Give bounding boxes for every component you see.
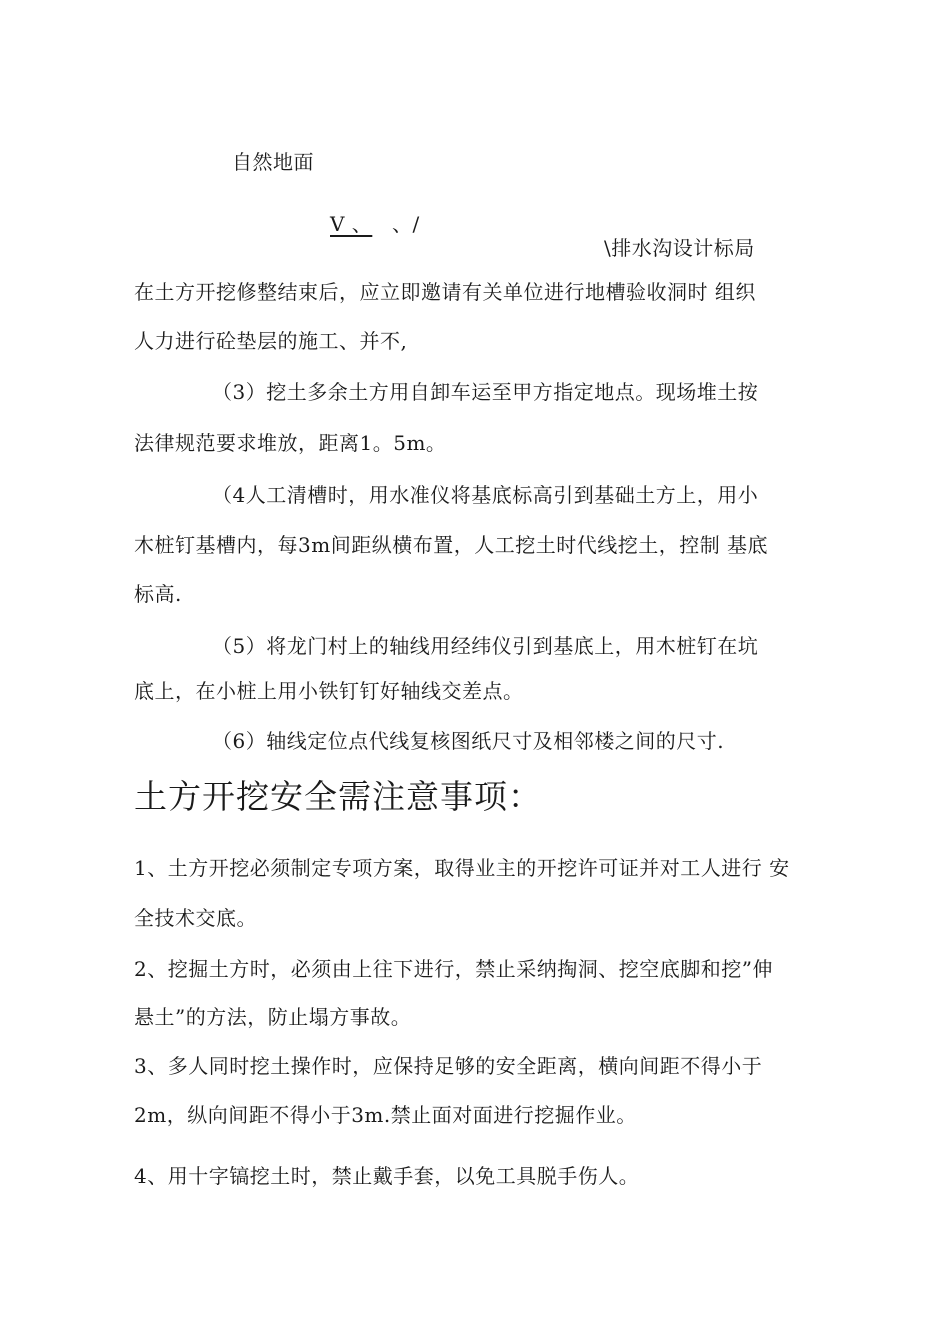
safety-line: 2m，纵向间距不得小于3m.禁止面对面进行挖掘作业。 <box>134 1103 637 1127</box>
body-line: （6）轴线定位点代线复核图纸尺寸及相邻楼之间的尺寸. <box>212 729 725 753</box>
body-line: 在土方开挖修整结束后，应立即邀请有关单位进行地槽验收洞时 组织 <box>134 280 756 304</box>
body-line: 木桩钉基槽内，每3m间距纵横布置，人工挖土时代线挖土，控制 基底 <box>134 533 769 557</box>
slope-mark-a: V 、 <box>330 212 373 236</box>
body-line: 底上，在小桩上用小铁钉钉好轴线交差点。 <box>134 679 524 703</box>
safety-line: 2、挖掘土方时，必须由上往下进行，禁止采纳掏洞、挖空底脚和挖”伸 <box>134 957 773 981</box>
body-line: 法律规范要求堆放，距离1。5m。 <box>134 431 447 455</box>
body-line: 标高. <box>134 582 182 606</box>
body-line: （4人工清槽时，用水准仪将基底标高引到基础土方上，用小 <box>212 483 759 507</box>
safety-heading: 土方开挖安全需注意事项： <box>134 777 542 816</box>
body-line: 人力进行砼垫层的施工、并不, <box>134 329 408 353</box>
safety-line: 1、土方开挖必须制定专项方案，取得业主的开挖许可证并对工人进行 安 <box>134 856 790 880</box>
drainage-ditch-label: \排水沟设计标局 <box>604 236 755 260</box>
safety-line: 悬土”的方法，防止塌方事故。 <box>134 1005 412 1029</box>
ground-label: 自然地面 <box>232 150 314 174</box>
body-line: （3）挖土多余土方用自卸车运至甲方指定地点。现场堆土按 <box>212 380 759 404</box>
safety-line: 全技术交底。 <box>134 906 257 930</box>
slope-mark-b: 、/ <box>392 212 420 236</box>
body-line: （5）将龙门村上的轴线用经纬仪引到基底上，用木桩钉在坑 <box>212 634 759 658</box>
safety-line: 3、多人同时挖土操作时，应保持足够的安全距离，横向间距不得小于 <box>134 1054 763 1078</box>
safety-line: 4、用十字镐挖土时，禁止戴手套，以免工具脱手伤人。 <box>134 1164 640 1188</box>
